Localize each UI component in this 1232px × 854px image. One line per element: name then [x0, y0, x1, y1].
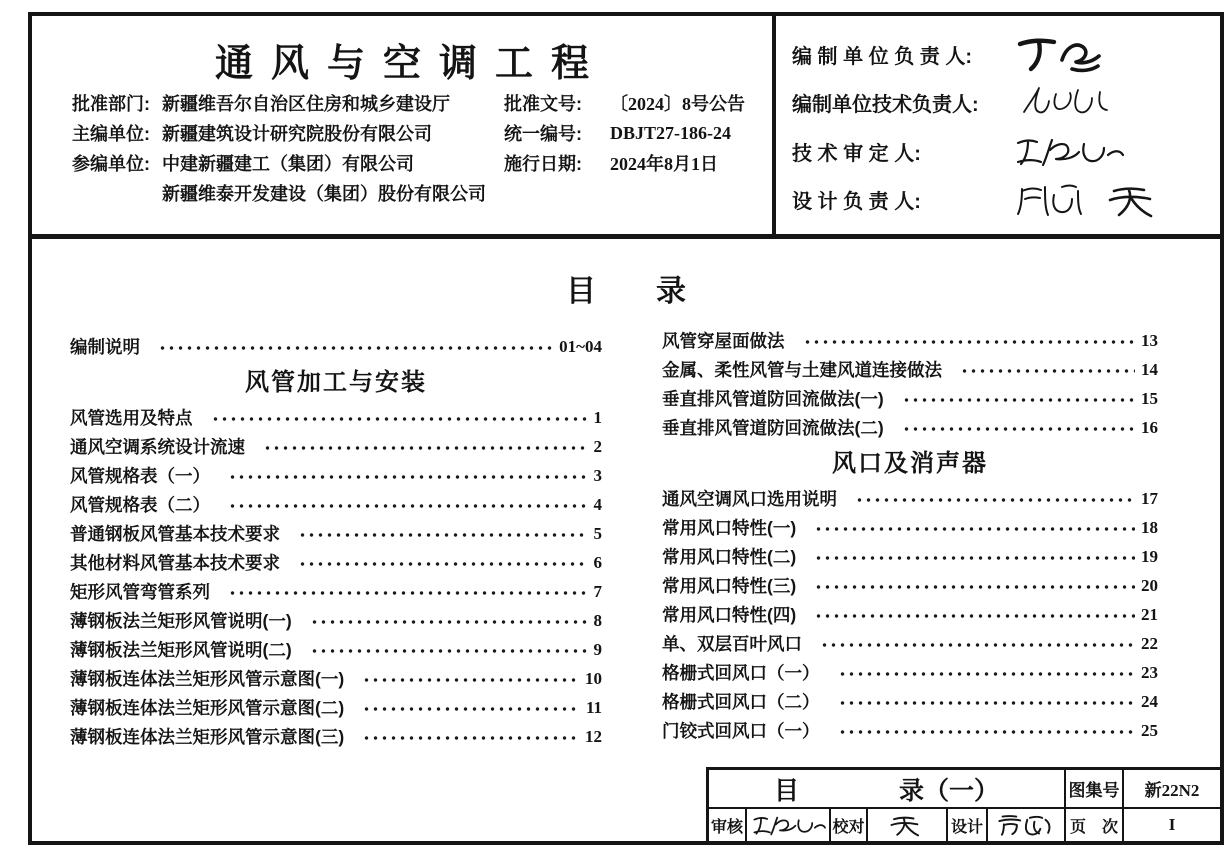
- toc-entry-page: 3: [593, 465, 602, 485]
- official-row: [792, 79, 1212, 127]
- dot-leader: [209, 412, 588, 426]
- toc-entry-title: 薄钢板连体法兰矩形风管示意图(三): [70, 727, 345, 747]
- toc-entry-page: 20: [1141, 575, 1158, 595]
- toc-entry-page: 16: [1141, 417, 1158, 437]
- effective-date-label: 施行日期:: [504, 154, 582, 174]
- dot-leader: [296, 528, 588, 542]
- dot-leader: [812, 551, 1135, 565]
- toc-entry-page: 4: [593, 494, 602, 514]
- approval-dept-label: 批准部门:: [72, 94, 150, 114]
- toc-entry: [662, 716, 1158, 745]
- design-signature-cell: [986, 807, 1064, 841]
- toc-entry: [662, 513, 1158, 542]
- dot-leader: [900, 393, 1135, 407]
- toc-entry-page: 22: [1141, 633, 1158, 653]
- dot-leader: [818, 638, 1135, 652]
- dot-leader: [360, 731, 579, 745]
- dot-leader: [853, 493, 1135, 507]
- toc-entry-title: 常用风口特性(一): [662, 518, 797, 538]
- toc-entry: [662, 542, 1158, 571]
- co-editor2-value: 新疆维泰开发建设（集团）股份有限公司: [162, 184, 486, 204]
- page-number-value: I: [1122, 807, 1220, 841]
- toc-entry-title: 格栅式回风口（一）: [662, 663, 820, 683]
- signature-designer: [992, 812, 1060, 838]
- proofread-label: 校对: [829, 807, 866, 841]
- toc-entry: [662, 326, 1158, 355]
- toc-entry-title: 垂直排风管道防回流做法(一): [662, 389, 884, 409]
- dot-leader: [226, 586, 588, 600]
- toc-entry-page: 23: [1141, 662, 1158, 682]
- unified-no-value: DBJT27-186-24: [610, 122, 731, 143]
- signature-reviewer: [749, 811, 827, 839]
- proofread-signature-cell: [866, 807, 946, 841]
- signature-technical-examiner: [1010, 131, 1126, 171]
- toc-entry-page: 14: [1141, 359, 1158, 379]
- toc-entry-page: 25: [1141, 720, 1158, 740]
- toc-entry: [70, 664, 602, 693]
- dot-leader: [360, 702, 580, 716]
- toc-entry: [662, 629, 1158, 658]
- atlas-number-value: 新22N2: [1122, 770, 1220, 807]
- signature-design-head-1: [1010, 179, 1102, 221]
- toc-entry: [70, 548, 602, 577]
- toc-entry-page: 13: [1141, 330, 1158, 350]
- document-title: 通风与空调工程: [214, 43, 607, 85]
- approval-doc-label: 批准文号:: [504, 94, 582, 114]
- official-row: [792, 30, 1212, 78]
- dot-leader: [836, 725, 1136, 739]
- dot-leader: [296, 557, 588, 571]
- official-row: [792, 176, 1212, 224]
- toc-entry: [70, 403, 602, 432]
- toc-entry-title: 金属、柔性风管与土建风道连接做法: [662, 360, 942, 380]
- signature-design-head-2: [1102, 180, 1166, 220]
- toc-entry-title: 风管穿屋面做法: [662, 331, 785, 351]
- dot-leader: [836, 696, 1136, 710]
- unified-no-label: 统一编号:: [504, 124, 582, 144]
- header-left-panel: [32, 16, 772, 234]
- dot-leader: [156, 341, 553, 355]
- dot-leader: [801, 335, 1136, 349]
- toc-entry-page: 6: [593, 552, 602, 572]
- co-editor-label: 参编单位:: [72, 154, 150, 174]
- toc-entry: [662, 600, 1158, 629]
- toc-entry: [662, 413, 1158, 442]
- toc-entry-page: 15: [1141, 388, 1158, 408]
- toc-entry-page: 7: [593, 581, 602, 601]
- toc-entry: [662, 355, 1158, 384]
- info-row: [72, 148, 766, 178]
- dot-leader: [812, 522, 1135, 536]
- design-head-label: 设 计 负 责 人:: [792, 191, 921, 214]
- design-label: 设计: [946, 807, 986, 841]
- toc-entry-title: 单、双层百叶风口: [662, 634, 802, 654]
- toc-entry: [70, 722, 602, 751]
- toc-entry-title: 风管选用及特点: [70, 408, 193, 428]
- toc-entry: [70, 519, 602, 548]
- toc-entry: [662, 658, 1158, 687]
- toc-entry: [70, 606, 602, 635]
- review-label: 审核: [709, 807, 745, 841]
- toc-entry-page: 21: [1141, 604, 1158, 624]
- toc-entry-page: 11: [585, 697, 602, 717]
- toc-entry-page: 24: [1141, 691, 1158, 711]
- toc-entry-page: 10: [585, 668, 602, 688]
- toc-left-column: [70, 332, 602, 751]
- signature-proofreader: [876, 812, 938, 838]
- toc-entry-page: 5: [593, 523, 602, 543]
- info-row: [72, 88, 766, 118]
- toc-entry-title: 门铰式回风口（一）: [662, 721, 820, 741]
- header-section: [32, 16, 1220, 239]
- toc-entry-page: 1: [593, 407, 602, 427]
- toc-entry-page: 9: [593, 639, 602, 659]
- toc-entry: [70, 693, 602, 722]
- page-number-label: 页 次: [1064, 807, 1122, 841]
- chief-editor-label: 主编单位:: [72, 124, 150, 144]
- official-row: [792, 127, 1212, 175]
- toc-entry-title: 矩形风管弯管系列: [70, 582, 210, 602]
- toc-section-heading: 风口及消声器: [832, 450, 988, 477]
- toc-heading: 目 录: [566, 275, 686, 308]
- toc-entry-title: 通风空调风口选用说明: [662, 489, 837, 509]
- toc-entry-title: 其他材料风管基本技术要求: [70, 553, 280, 573]
- dot-leader: [308, 644, 588, 658]
- toc-entry-title: 薄钢板法兰矩形风管说明(二): [70, 640, 292, 660]
- dot-leader: [226, 499, 588, 513]
- toc-entry-title: 垂直排风管道防回流做法(二): [662, 418, 884, 438]
- page-border-frame: [28, 12, 1224, 845]
- signature-preparing-unit-head: [1010, 32, 1130, 76]
- toc-entry: [70, 635, 602, 664]
- toc-entry-title: 薄钢板连体法兰矩形风管示意图(一): [70, 669, 345, 689]
- dot-leader: [836, 667, 1136, 681]
- title-block-sheet-title: 目 录（一）: [773, 776, 999, 805]
- dot-leader: [812, 609, 1135, 623]
- dot-leader: [308, 615, 588, 629]
- dot-leader: [812, 580, 1135, 594]
- toc-entry-title: 普通钢板风管基本技术要求: [70, 524, 280, 544]
- signature-preparing-unit-tech-head: [1010, 82, 1130, 124]
- responsibility-panel: [772, 16, 1220, 234]
- toc-entry-title: 风管规格表（一）: [70, 466, 210, 486]
- title-block: [706, 767, 1220, 841]
- toc-entry-title: 通风空调系统设计流速: [70, 437, 245, 457]
- toc-entry: [70, 432, 602, 461]
- toc-entry: [662, 571, 1158, 600]
- chief-editor-value: 新疆建筑设计研究院股份有限公司: [162, 124, 432, 144]
- dot-leader: [958, 364, 1135, 378]
- dot-leader: [261, 441, 588, 455]
- toc-entry-page: 17: [1141, 488, 1158, 508]
- atlas-number-label: 图集号: [1064, 770, 1122, 807]
- toc-entry-page: 18: [1141, 517, 1158, 537]
- toc-entry: [70, 461, 602, 490]
- toc-entry-title: 格栅式回风口（二）: [662, 692, 820, 712]
- toc-entry: [70, 332, 602, 361]
- toc-entry-title: 常用风口特性(三): [662, 576, 797, 596]
- toc-entry-page: 12: [585, 726, 602, 746]
- dot-leader: [226, 470, 588, 484]
- toc-entry-title: 常用风口特性(四): [662, 605, 797, 625]
- toc-entry: [662, 484, 1158, 513]
- preparing-unit-head-label: 编 制 单 位 负 责 人:: [792, 45, 972, 68]
- toc-entry-page: 19: [1141, 546, 1158, 566]
- toc-entry-page: 8: [593, 610, 602, 630]
- toc-entry-page: 01~04: [559, 336, 602, 356]
- toc-section-heading: 风管加工与安装: [245, 369, 427, 396]
- toc-entry-title: 编制说明: [70, 337, 140, 357]
- toc-entry-title: 薄钢板法兰矩形风管说明(一): [70, 611, 292, 631]
- toc-entry: [662, 687, 1158, 716]
- info-row: [72, 178, 766, 208]
- toc-entry: [70, 490, 602, 519]
- preparing-unit-tech-head-label: 编制单位技术负责人:: [792, 94, 979, 117]
- toc-entry-page: 2: [593, 436, 602, 456]
- effective-date-value: 2024年8月1日: [610, 154, 718, 174]
- review-signature-cell: [745, 807, 829, 841]
- technical-examiner-label: 技 术 审 定 人:: [792, 142, 921, 165]
- toc-entry-title: 薄钢板连体法兰矩形风管示意图(二): [70, 698, 345, 718]
- approval-info: [72, 88, 766, 208]
- info-row: [72, 118, 766, 148]
- toc-entry-title: 风管规格表（二）: [70, 495, 210, 515]
- dot-leader: [900, 422, 1135, 436]
- co-editor-value: 中建新疆建工（集团）有限公司: [162, 154, 414, 174]
- toc-entry: [70, 577, 602, 606]
- dot-leader: [360, 673, 579, 687]
- toc-right-column: [662, 326, 1158, 745]
- approval-dept-value: 新疆维吾尔自治区住房和城乡建设厅: [162, 94, 450, 114]
- toc-entry-title: 常用风口特性(二): [662, 547, 797, 567]
- approval-doc-value: 〔2024〕8号公告: [610, 94, 745, 114]
- toc-entry: [662, 384, 1158, 413]
